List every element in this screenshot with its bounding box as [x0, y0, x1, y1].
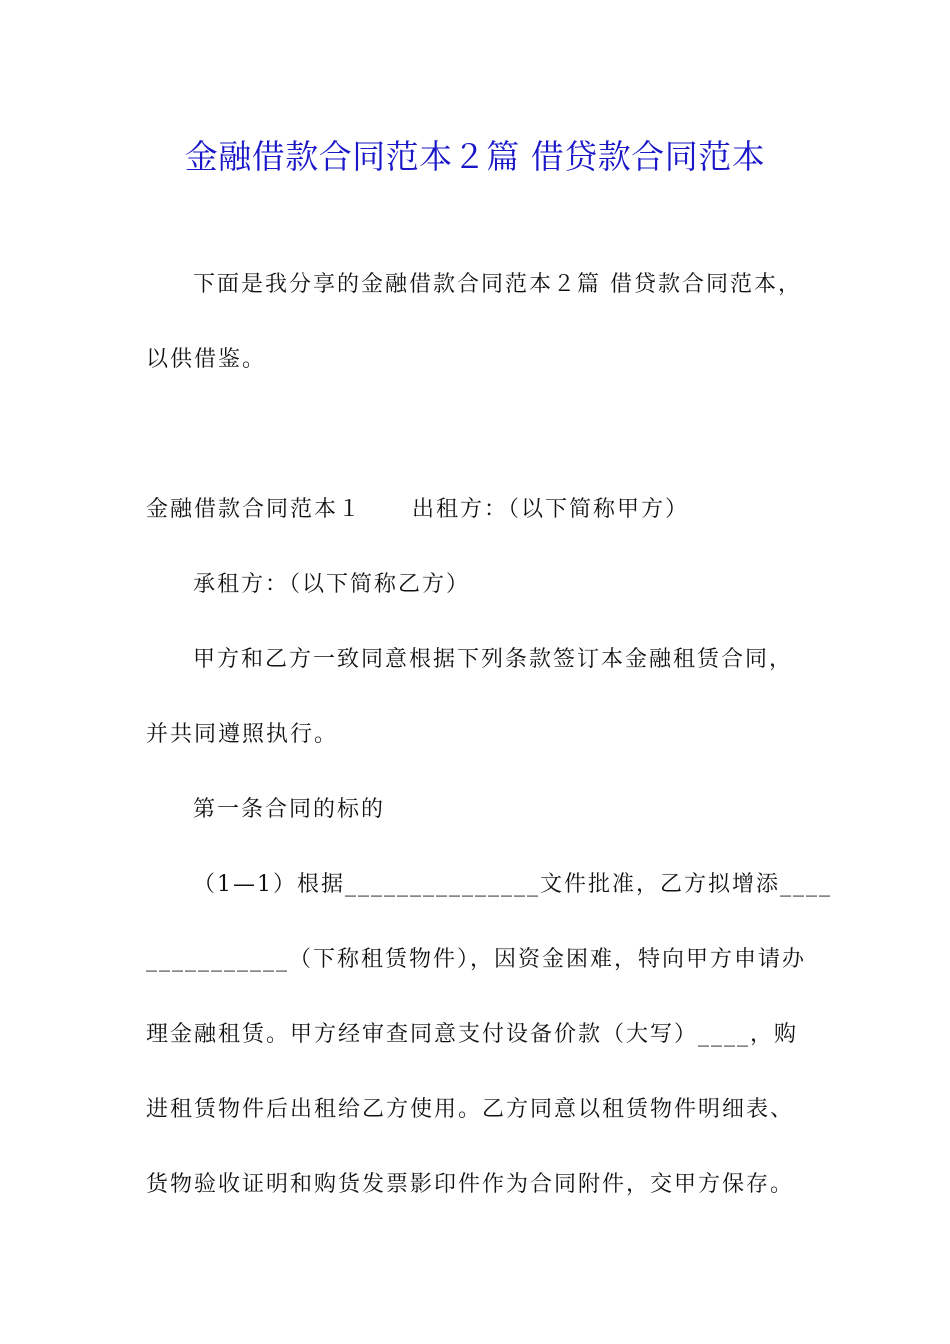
section-heading-row [146, 495, 806, 525]
clause-line: 理金融租赁。甲方经审查同意支付设备价款（大写）____，购 [146, 1022, 799, 1047]
clause-line: ___________（下称租赁物件），因资金困难，特向甲方申请办 [146, 947, 807, 972]
intro-line-2: 以供借鉴。 [146, 347, 267, 372]
article-1-title: 第一条合同的标的 [193, 797, 386, 822]
lessee-label: 承租方：（以下简称乙方） [193, 572, 471, 597]
lessor-label: 出租方：（以下简称甲方） [412, 497, 690, 522]
clause-line: 进租赁物件后出租给乙方使用。乙方同意以租赁物件明细表、 [146, 1097, 795, 1122]
agreement-line-1: 甲方和乙方一致同意根据下列条款签订本金融租赁合同， [193, 647, 794, 672]
section-heading: 金融借款合同范本１ [146, 497, 363, 522]
intro-line-1: 下面是我分享的金融借款合同范本２篇 借贷款合同范本， [193, 272, 802, 297]
clause-line: 货物验收证明和购货发票影印件作为合同附件，交甲方保存。 [146, 1172, 795, 1197]
clause-line: （1—1）根据_______________文件批准，乙方拟增添____ [193, 872, 832, 897]
agreement-line-2: 并共同遵照执行。 [146, 722, 339, 747]
document-title: 金融借款合同范本２篇 借贷款合同范本 [184, 137, 766, 176]
